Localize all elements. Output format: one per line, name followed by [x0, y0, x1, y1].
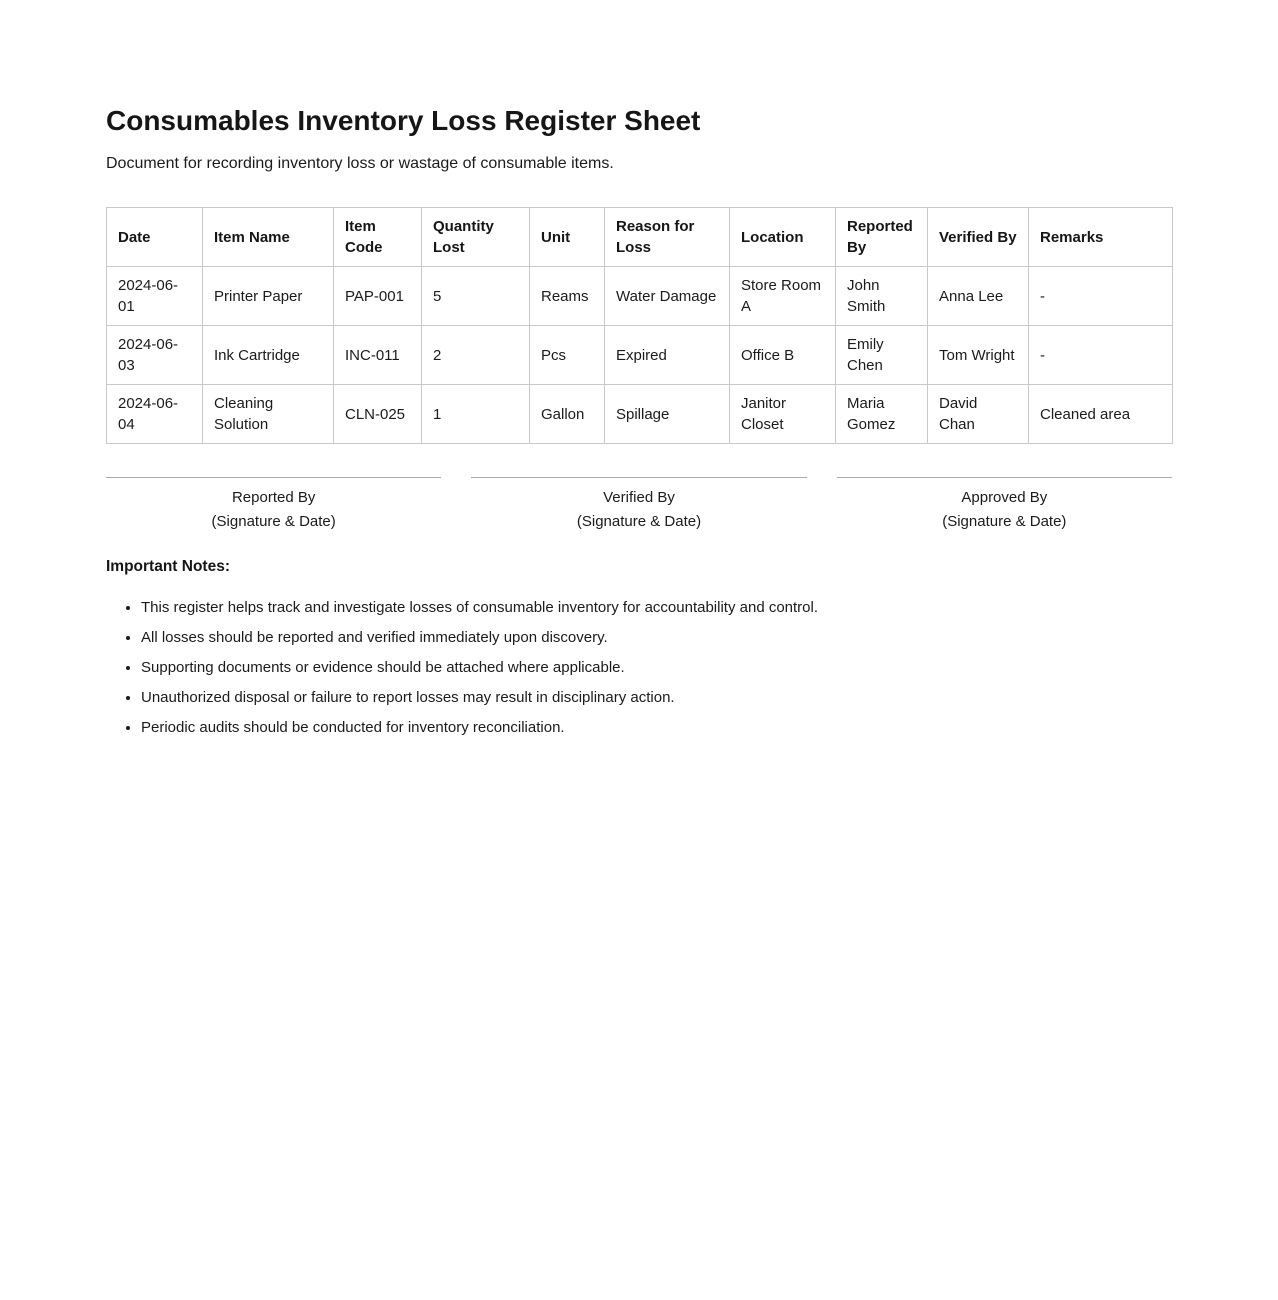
cell-unit: Pcs [530, 326, 605, 385]
column-header-unit: Unit [530, 208, 605, 267]
cell-item-name: Printer Paper [203, 267, 334, 326]
table-header-row [107, 208, 1173, 267]
note-item: • All losses should be reported and verified immediately upon discovery. [141, 627, 1172, 648]
signature-sublabel: (Signature & Date) [576, 513, 702, 531]
table-row [107, 326, 1173, 385]
cell-verified-by: David Chan [928, 385, 1029, 444]
note-item: • This register helps track and investigate losses of consumable inventory for accountability and control. [141, 597, 1172, 618]
loss-register-table [106, 207, 1173, 444]
cell-quantity-lost: 5 [422, 267, 530, 326]
column-header-reason-for-loss: Reason for Loss [605, 208, 730, 267]
cell-item-code: INC-011 [334, 326, 422, 385]
cell-item-code: CLN-025 [334, 385, 422, 444]
signature-label: Reported By [231, 489, 316, 507]
cell-remarks: - [1029, 326, 1173, 385]
cell-item-code: PAP-001 [334, 267, 422, 326]
note-item: • Supporting documents or evidence should be attached where applicable. [141, 657, 1172, 678]
table-row [107, 385, 1173, 444]
signature-block-reported-by [106, 477, 441, 531]
cell-reported-by: Emily Chen [836, 326, 928, 385]
cell-date: 2024-06-01 [107, 267, 203, 326]
column-header-date: Date [107, 208, 203, 267]
page-title: Consumables Inventory Loss Register Sheet [106, 105, 701, 136]
signature-sublabel: (Signature & Date) [211, 513, 336, 531]
signature-block-verified-by [471, 477, 806, 531]
column-header-location: Location [730, 208, 836, 267]
cell-reason-for-loss: Spillage [605, 385, 730, 444]
signature-sublabel: (Signature & Date) [942, 513, 1067, 531]
notes-list [106, 597, 1172, 738]
cell-reported-by: Maria Gomez [836, 385, 928, 444]
column-header-remarks: Remarks [1029, 208, 1173, 267]
cell-reported-by: John Smith [836, 267, 928, 326]
cell-date: 2024-06-04 [107, 385, 203, 444]
cell-remarks: - [1029, 267, 1173, 326]
cell-location: Store Room A [730, 267, 836, 326]
cell-location: Janitor Closet [730, 385, 836, 444]
column-header-item-name: Item Name [203, 208, 334, 267]
cell-verified-by: Tom Wright [928, 326, 1029, 385]
column-header-quantity-lost: Quantity Lost [422, 208, 530, 267]
cell-reason-for-loss: Water Damage [605, 267, 730, 326]
cell-verified-by: Anna Lee [928, 267, 1029, 326]
notes-section [106, 558, 1172, 738]
cell-reason-for-loss: Expired [605, 326, 730, 385]
cell-quantity-lost: 2 [422, 326, 530, 385]
signature-line [471, 477, 806, 478]
cell-date: 2024-06-03 [107, 326, 203, 385]
signature-label: Approved By [961, 489, 1048, 507]
signature-line [106, 477, 441, 478]
note-item: • Unauthorized disposal or failure to report losses may result in disciplinary action. [141, 687, 1172, 708]
cell-unit: Reams [530, 267, 605, 326]
cell-remarks: Cleaned area [1029, 385, 1173, 444]
column-header-verified-by: Verified By [928, 208, 1029, 267]
signature-section [106, 477, 1172, 531]
column-header-item-code: Item Code [334, 208, 422, 267]
page-subtitle: Document for recording inventory loss or wastage of consumable items. [106, 154, 614, 172]
cell-unit: Gallon [530, 385, 605, 444]
signature-line [837, 477, 1172, 478]
note-item: • Periodic audits should be conducted for inventory reconciliation. [141, 717, 1172, 738]
column-header-reported-by: Reported By [836, 208, 928, 267]
cell-location: Office B [730, 326, 836, 385]
cell-quantity-lost: 1 [422, 385, 530, 444]
cell-item-name: Cleaning Solution [203, 385, 334, 444]
signature-block-approved-by [837, 477, 1172, 531]
cell-item-name: Ink Cartridge [203, 326, 334, 385]
signature-label: Verified By [603, 489, 675, 507]
table-row [107, 267, 1173, 326]
notes-heading: Important Notes: [106, 558, 230, 576]
